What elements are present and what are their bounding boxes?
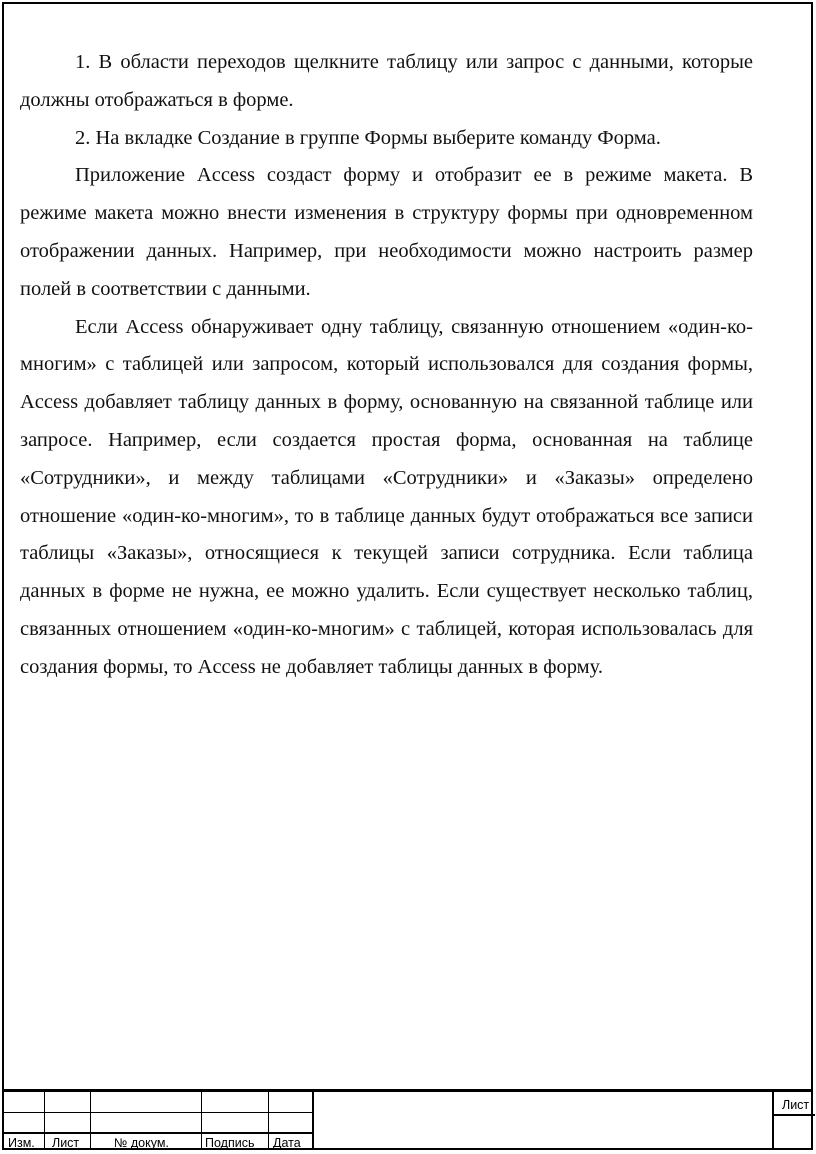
col-label-sheet: Лист xyxy=(52,1136,80,1150)
title-block-col-line xyxy=(44,1092,45,1150)
paragraph-related-table: Если Access обнаруживает одну таблицу, связанную отношением «один-ко-многим» с таблицей или запросом, который использовался для создания формы, Access добавляет таблицу данных в форму, основанную на связанной таблице или запросе. Например, если создается простая форма, основанная на таблице «Сотрудники», и между таблицами «Сотрудники» и «Заказы» определено отношение «один-ко-многим», то в таблице данных будут отображаться все записи таблицы «Заказы», относящиеся к текущей записи сотрудника. Если таблица данных в форме не нужна, ее можно удалить. Если существует несколько таблиц, связанных отношением «один-ко-многим» с таблицей, которая использовалась для создания формы, то Access не добавляет таблицы данных в форму. xyxy=(20,315,753,678)
title-block-col-line xyxy=(201,1092,202,1150)
title-block-header-line xyxy=(2,1132,312,1134)
paragraph-step-1: 1. В области переходов щелкните таблицу или запрос с данными, которые должны отображаться в форме. xyxy=(20,51,753,111)
title-block-col-line xyxy=(90,1092,91,1150)
sheet-number-label: Лист xyxy=(782,1098,810,1112)
col-label-date: Дата xyxy=(273,1136,301,1150)
col-label-doc-number: № докум. xyxy=(114,1136,169,1150)
col-label-change: Изм. xyxy=(8,1136,35,1150)
document-body xyxy=(20,44,753,687)
title-block-row-line xyxy=(2,1112,312,1113)
paragraph-step-2: 2. На вкладке Создание в группе Формы выберите команду Форма. xyxy=(75,126,661,149)
title-block-col-line xyxy=(268,1092,269,1150)
paragraph-layout-view: Приложение Access создаст форму и отобразит ее в режиме макета. В режиме макета можно внести изменения в структуру формы при одновременном отображении данных. Например, при необходимости можно настроить размер полей в соответствии с данными. xyxy=(20,164,753,300)
sheet-number-box xyxy=(772,1092,815,1150)
title-block-col-line xyxy=(312,1092,314,1150)
sheet-box-divider xyxy=(774,1114,815,1116)
col-label-signature: Подпись xyxy=(205,1136,255,1150)
title-block xyxy=(2,1089,813,1150)
